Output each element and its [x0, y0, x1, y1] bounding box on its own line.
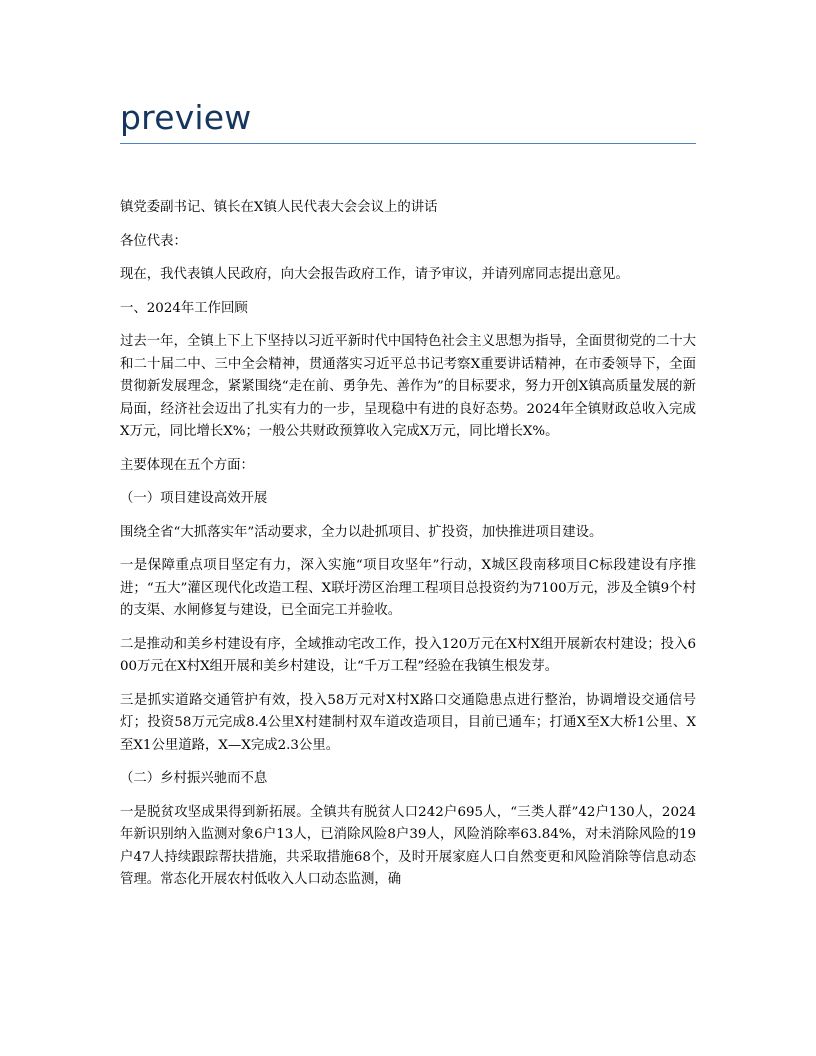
subsection-heading-rural-revitalization: （二）乡村振兴驰而不息: [120, 771, 268, 786]
body-paragraph-road-traffic: 三是抓实道路交通管护有效，投入58万元对X村X路口交通隐患点进行整治，协调增设交通信号灯；投资58万元完成8.4公里X村建制村双车道改造项目，目前已通车；打通X至X大桥1公里、X至X1公里道路，X—X完成2.3公里。: [120, 692, 696, 753]
body-paragraph-poverty-alleviation: 一是脱贫攻坚成果得到新拓展。全镇共有脱贫人口242户695人，“三类人群”42户130人，2024年新识别纳入监测对象6户13人，已消除风险8户39人，风险消除率63.84%，对未消除风险的19户47人持续跟踪帮扶措施，共采取措施68个，及时开展家庭人口自然变更和风险消除等信息动态管理。常态化开展农村低收入人口动态监测，确: [120, 804, 696, 887]
body-paragraph-key-projects: 一是保障重点项目坚定有力，深入实施“项目攻坚年”行动，X城区段南移项目C标段建设有序推进；“五大”灌区现代化改造工程、X联圩涝区治理工程项目总投资约为7100万元，涉及全镇9个村的支渠、水闸修复与建设，已全面完工并验收。: [120, 558, 696, 618]
document-body: [120, 197, 696, 903]
section-heading-review: 一、2024年工作回顾: [120, 300, 248, 316]
page-title: preview: [120, 98, 252, 137]
body-paragraph-rural-construction: 二是推动和美乡村建设有序，全域推动宅改工作，投入120万元在X村X组开展新农村建设；投入600万元在X村X组开展和美乡村建设，让“千万工程”经验在我镇生根发芽。: [120, 636, 696, 674]
body-paragraph-aspects-intro: 主要体现在五个方面：: [120, 457, 254, 473]
body-paragraph-overview: 过去一年，全镇上下上下坚持以习近平新时代中国特色社会主义思想为指导，全面贯彻党的二十大和二十届二中、三中全会精神，贯通落实习近平总书记考察X重要讲话精神，在市委领导下，全面贯彻新发展理念，紧紧围绕“走在前、勇争先、善作为”的目标要求，努力开创X镇高质量发展的新局面，经济社会迈出了扎实有力的一步，呈现稳中有进的良好态势。2024年全镇财政总收入完成X万元，同比增长X%；一般公共财政预算收入完成X万元，同比增长X%。: [120, 334, 696, 439]
salutation: 各位代表：: [120, 233, 187, 249]
subsection-heading-projects: （一）项目建设高效开展: [120, 491, 268, 506]
title-underline: [120, 143, 696, 144]
opening-paragraph: 现在，我代表镇人民政府，向大会报告政府工作，请予审议，并请列席同志提出意见。: [120, 267, 629, 282]
speech-title: 镇党委副书记、镇长在X镇人民代表大会会议上的讲话: [120, 200, 438, 215]
body-paragraph-projects-intro: 围绕全省“大抓落实年”活动要求，全力以赴抓项目、扩投资，加快推进项目建设。: [120, 524, 603, 540]
